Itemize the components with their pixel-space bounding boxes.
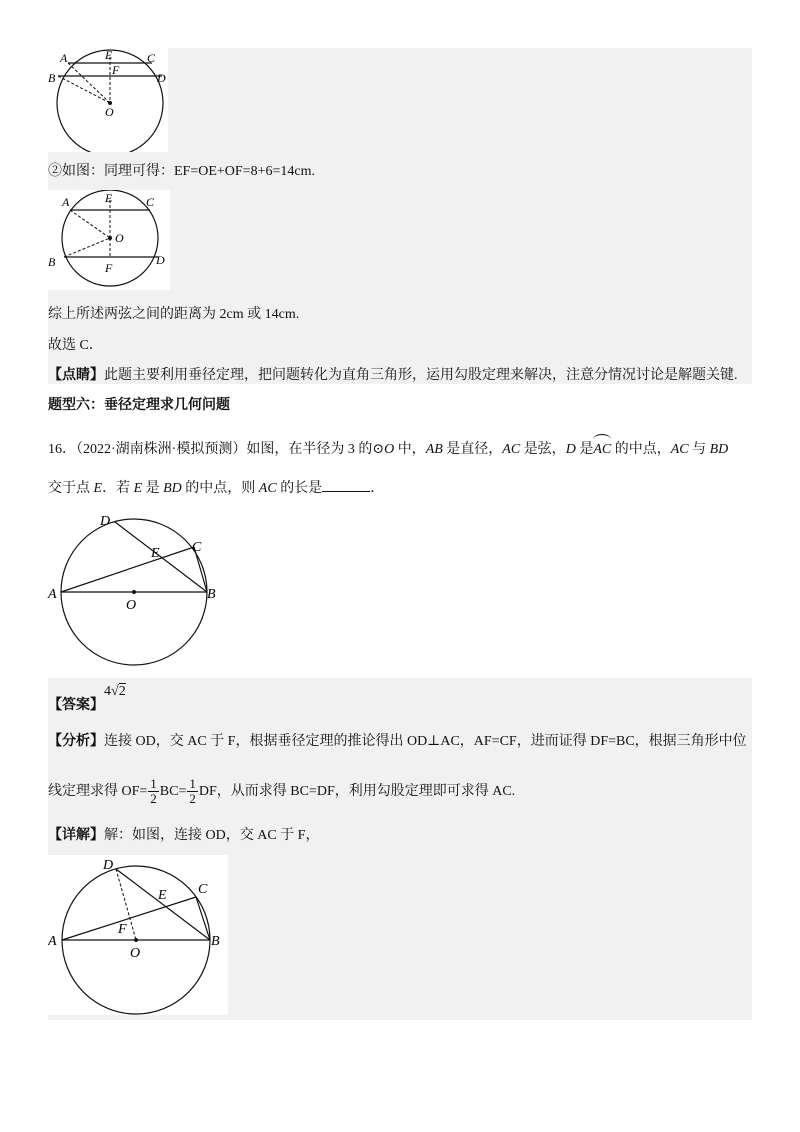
label-c: C (192, 540, 202, 555)
label-a: A (60, 51, 68, 65)
answer-blank (322, 478, 370, 492)
label-e: E (158, 888, 167, 903)
label-c: C (146, 195, 155, 209)
problem-source: （2022·湖南株洲·模拟预测） (76, 442, 247, 457)
label-c: C (198, 882, 208, 897)
review-label: 【点睛】 (48, 368, 104, 383)
answer-line (48, 684, 126, 713)
fraction-half: $\frac{1}{2}$ (150, 776, 157, 807)
label-o: O (115, 231, 124, 245)
segment-bo (58, 76, 110, 103)
label-a: A (48, 587, 57, 602)
section-title: 题型六：垂径定理求几何问题 (48, 398, 230, 413)
label-b: B (48, 71, 56, 85)
chord-ac (62, 897, 196, 940)
segment-ao (70, 210, 110, 238)
analysis-label: 【分析】 (48, 734, 104, 749)
label-c: C (147, 51, 156, 65)
label-f: F (105, 261, 113, 275)
answer-value: 4√2 (104, 684, 126, 699)
circle-figure-case1 (48, 48, 168, 152)
segment-bo (64, 238, 110, 257)
chord-bd (115, 522, 207, 592)
summary-text: 综上所述两弦之间的距离为 2cm 或 14cm. (48, 307, 300, 322)
detail-label: 【详解】 (48, 828, 104, 843)
label-o: O (105, 105, 114, 119)
fraction-half-2: $\frac{1}{2}$ (189, 776, 196, 807)
chord-bc (196, 897, 210, 940)
label-a: A (62, 195, 70, 209)
label-e: E (105, 191, 113, 205)
detail-circle-figure (48, 855, 228, 1015)
case2-text: ②如图：同理可得：EF=OE+OF=8+6=14cm. (48, 164, 315, 179)
label-b: B (207, 587, 216, 602)
label-d: D (157, 71, 166, 85)
label-e: E (151, 546, 160, 561)
answer-label: 【答案】 (48, 698, 104, 713)
label-d: D (100, 514, 111, 529)
circle-figure-case2 (48, 190, 170, 290)
label-f: F (112, 63, 120, 77)
problem-line-2: 交于点 E．若 E 是 BD 的中点，则 AC 的长是 ． (48, 478, 384, 499)
chord-ac (61, 547, 194, 592)
chord-bd (116, 869, 210, 940)
label-b: B (48, 255, 56, 269)
review-line (48, 366, 738, 386)
label-e: E (105, 48, 113, 62)
problem-number: 16． (48, 442, 76, 457)
label-o: O (130, 946, 141, 961)
label-d: D (156, 253, 165, 267)
problem-line-1: 16．（2022·湖南株洲·模拟预测）如图，在半径为 3 的⊙O 中，AB 是直径，AC 是弦，D 是AC 的中点，AC 与 BD (48, 434, 728, 460)
problem-circle-figure (44, 505, 234, 667)
label-d: D (103, 858, 114, 873)
label-o: O (126, 598, 137, 613)
segment-ao (68, 63, 110, 103)
analysis-text-1: 连接 OD，交 AC 于 F，根据垂径定理的推论得出 OD⊥AC，AF=CF，进而证得 DF=BC，根据三角形中位 (104, 734, 747, 749)
analysis-line-1 (48, 732, 747, 752)
detail-line (48, 826, 319, 846)
review-text: 此题主要利用垂径定理，把问题转化为直角三角形，运用勾股定理来解决，注意分情况讨论是解题关键. (104, 368, 738, 383)
arc-ac: AC (593, 434, 611, 460)
label-b: B (211, 934, 220, 949)
choice-text: 故选 C． (48, 338, 103, 353)
detail-text: 解：如图，连接 OD，交 AC 于 F， (104, 828, 320, 843)
analysis-line-2: 线定理求得 OF= $\frac{1}{2}$ BC= $\frac{1}{2}$ DF，从而求得 BC=DF，利用勾股定理即可求得 AC. (48, 776, 516, 807)
label-f: F (118, 922, 127, 937)
label-a: A (48, 934, 57, 949)
